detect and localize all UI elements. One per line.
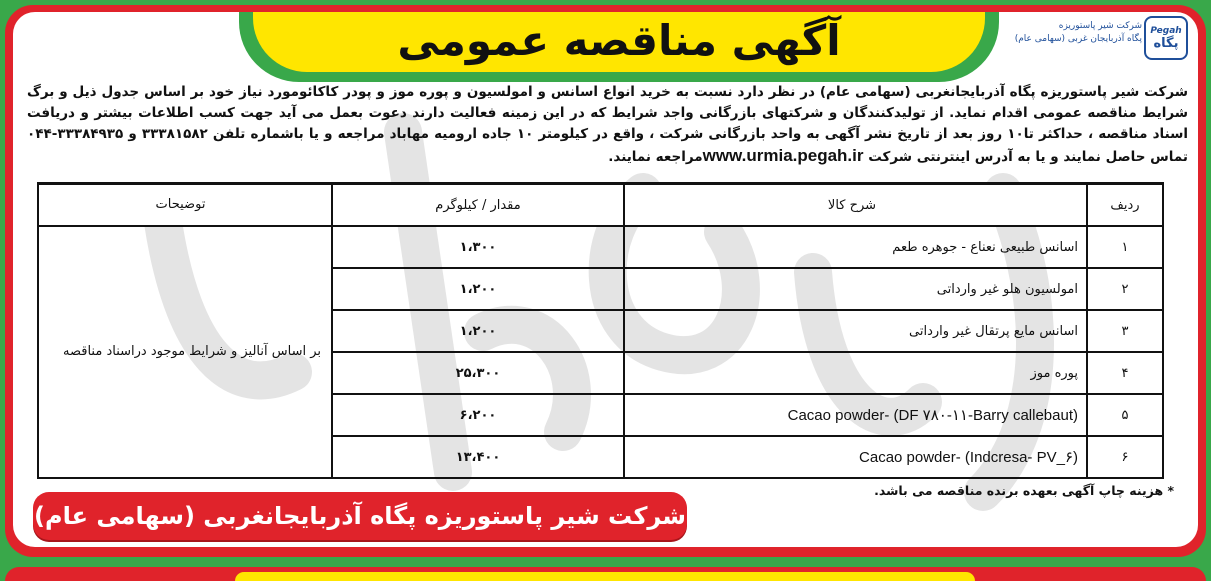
next-ad-yellow-edge bbox=[235, 572, 975, 581]
logo-line-1: شرکت شیر پاستوریزه bbox=[1058, 21, 1142, 31]
item-quantity: ۱۳،۴۰۰ bbox=[332, 436, 624, 478]
logo-company-name bbox=[1002, 20, 1142, 46]
page-title: آگهی مناقصه عمومی bbox=[397, 15, 841, 65]
row-number: ۱ bbox=[1087, 226, 1163, 268]
header-row-number: ردیف bbox=[1087, 184, 1163, 227]
item-description: اسانس مایع پرتقال غیر وارداتی bbox=[624, 310, 1087, 352]
row-number: ۵ bbox=[1087, 394, 1163, 436]
notes-cell: بر اساس آنالیز و شرایط موجود دراسناد مناقصه bbox=[38, 226, 332, 478]
paragraph-line-3: از تاریخ نشر آگهی به واحد بازرگانی شرکت ، واقع در کیلومتر ۱۰ جاده ارومیه مهاباد مراجعه و یا باشماره تلفن ۳۳۳۸۱۵۸۲ و ۳۳۳۸۴۹۳۵-۰۴۴ تماس حاصل نمایند و یا به آدرس اینترنتی شرکت bbox=[27, 126, 1188, 165]
pegah-logo-badge bbox=[1144, 16, 1188, 60]
row-number: ۴ bbox=[1087, 352, 1163, 394]
website-link[interactable]: www.urmia.pegah.ir bbox=[702, 146, 864, 165]
item-quantity: ۶،۲۰۰ bbox=[332, 394, 624, 436]
row-number: ۶ bbox=[1087, 436, 1163, 478]
paragraph-line-2: عمومی اقدام نماید. از تولیدکنندگان و شرکتهای بازرگانی واجد شرایط که در این زمینه فعالیت دارند دعوت بعمل می آید جهت کسب اطلاعات بیشتر و دریافت اسناد مناقصه ، حداکثر تا۱۰ روز بعد bbox=[27, 105, 1189, 142]
paragraph-line-1: شرکت شیر پاستوریزه پگاه آذربایجانغربی (سهامی عام) در نظر دارد نسبت به خرید انواع اسانس و امولسیون و پوره موز و پودر کاکائومورد نیاز خود بر اساس جدول ذیل و برگ شرایط مناقصه bbox=[27, 84, 1188, 121]
header-quantity: مقدار / کیلوگرم bbox=[332, 184, 624, 227]
banner-text: شرکت شیر پاستوریزه پگاه آذربایجانغربی (سهامی عام) bbox=[34, 502, 686, 530]
table-header-row bbox=[38, 184, 1163, 227]
ad-panel bbox=[13, 12, 1198, 547]
website-suffix: مراجعه نمایند. bbox=[608, 149, 703, 165]
tender-description bbox=[27, 82, 1188, 168]
table-row bbox=[38, 226, 1163, 268]
logo-brand-latin: Pegah bbox=[1150, 25, 1182, 36]
logo-line-2: پگاه آذربایجان غربی (سهامی عام) bbox=[1014, 34, 1142, 44]
item-quantity: ۱،۳۰۰ bbox=[332, 226, 624, 268]
logo-brand-fa: پگاه bbox=[1153, 35, 1179, 51]
item-description: پوره موز bbox=[624, 352, 1087, 394]
item-quantity: ۱،۲۰۰ bbox=[332, 268, 624, 310]
items-table bbox=[37, 182, 1164, 479]
item-description: امولسیون هلو غیر وارداتی bbox=[624, 268, 1087, 310]
next-ad-strip bbox=[0, 557, 1211, 581]
item-description: Cacao powder- (DF ۷۸۰-۱۱-Barry callebaut) bbox=[624, 394, 1087, 436]
item-quantity: ۲۵،۳۰۰ bbox=[332, 352, 624, 394]
company-banner bbox=[33, 492, 687, 540]
item-quantity: ۱،۲۰۰ bbox=[332, 310, 624, 352]
item-description: Cacao powder- (Indcresa- PV_۶) bbox=[624, 436, 1087, 478]
print-cost-footnote: * هزینه چاپ آگهی بعهده برنده مناقصه می باشد. bbox=[874, 483, 1174, 498]
header-description: شرح کالا bbox=[624, 184, 1087, 227]
item-description: اسانس طبیعی نعناع - جوهره طعم bbox=[624, 226, 1087, 268]
row-number: ۳ bbox=[1087, 310, 1163, 352]
row-number: ۲ bbox=[1087, 268, 1163, 310]
title-banner bbox=[253, 12, 985, 72]
header-notes: توضیحات bbox=[38, 184, 332, 227]
company-logo bbox=[998, 14, 1188, 58]
